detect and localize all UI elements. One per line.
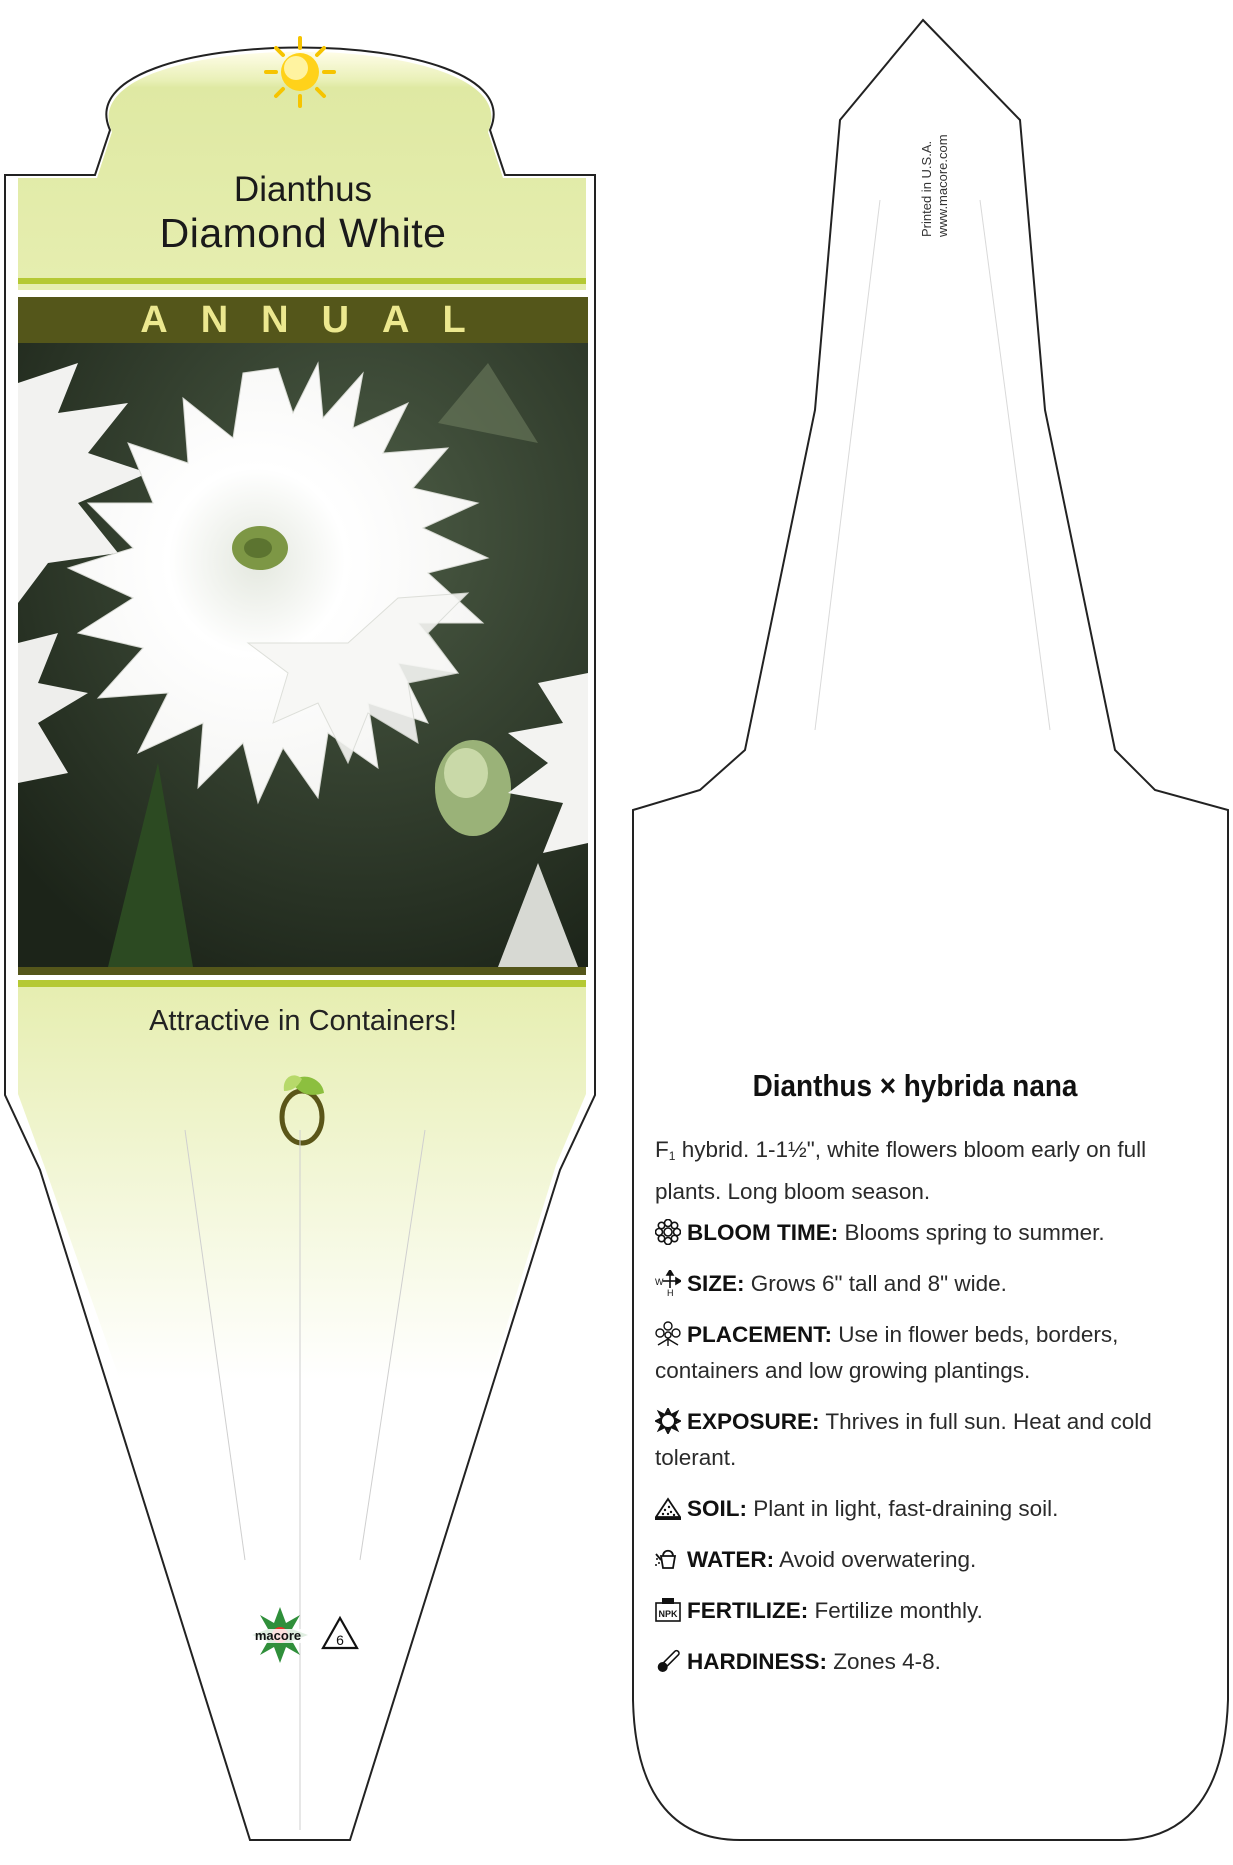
plant-variety: Diamond White (159, 210, 447, 256)
thermometer-icon (655, 1648, 681, 1674)
brand-name: macore (254, 1628, 302, 1643)
attr-label: HARDINESS: (687, 1649, 828, 1674)
desc-text: hybrid. 1-1½", white flowers bloom early on full plants. Long bloom season. (655, 1137, 1147, 1204)
recycle-code: 6 (336, 1632, 344, 1648)
attr-label: WATER: (687, 1547, 775, 1572)
recycle-icon (320, 1615, 360, 1655)
npk-text: NPK (658, 1609, 678, 1619)
scientific-name: Dianthus × hybrida nana (752, 1068, 1078, 1103)
size-w-letter: W (655, 1277, 664, 1287)
attr-text: Zones 4-8. (833, 1649, 941, 1674)
attr-text: Use in flower beds, borders, containers and low growing plantings. (655, 1322, 1119, 1383)
attr-text: Grows 6" tall and 8" wide. (750, 1271, 1007, 1296)
plant-genus: Dianthus (233, 170, 373, 209)
npk-icon (655, 1597, 681, 1623)
desc-prefix: F (655, 1137, 669, 1162)
placement-icon (655, 1321, 681, 1347)
front-lower-fill (18, 985, 586, 1380)
slogan: Attractive in Containers! (149, 1005, 457, 1037)
attr-label: SIZE: (687, 1271, 745, 1296)
attr-hardiness (655, 1644, 1185, 1680)
flower-icon (655, 1219, 681, 1245)
printed-line1: Printed in U.S.A. (919, 140, 934, 237)
attr-text: Thrives in full sun. Heat and cold tolerant. (655, 1409, 1152, 1470)
attr-size (655, 1266, 1185, 1302)
size-h-letter: H (667, 1288, 674, 1296)
sun-outline-icon (655, 1408, 681, 1434)
attr-label: SOIL: (687, 1496, 747, 1521)
soil-icon (655, 1495, 681, 1521)
description (655, 1132, 1185, 1210)
attr-soil (655, 1491, 1185, 1527)
attr-label: BLOOM TIME: (687, 1220, 839, 1245)
attr-fertilize (655, 1593, 1185, 1629)
sun-icon (266, 38, 334, 106)
attr-label: PLACEMENT: (687, 1322, 832, 1347)
attr-bloom-time (655, 1215, 1185, 1251)
category-band: ANNUAL (18, 297, 588, 343)
size-wh-icon (655, 1270, 681, 1296)
attr-label: EXPOSURE: (687, 1409, 820, 1434)
attr-text: Blooms spring to summer. (844, 1220, 1105, 1245)
watering-can-icon (655, 1546, 681, 1572)
printed-note (915, 92, 955, 242)
attr-text: Plant in light, fast-draining soil. (753, 1496, 1059, 1521)
desc-subscript: 1 (668, 1149, 676, 1163)
attr-text: Fertilize monthly. (814, 1598, 983, 1623)
flower-photo (18, 343, 588, 967)
attr-label: FERTILIZE: (687, 1598, 809, 1623)
attr-text: Avoid overwatering. (779, 1547, 977, 1572)
attr-exposure (655, 1404, 1185, 1476)
attr-water (655, 1542, 1185, 1578)
printed-line2: www.macore.com (935, 134, 950, 237)
attr-placement (655, 1317, 1185, 1389)
